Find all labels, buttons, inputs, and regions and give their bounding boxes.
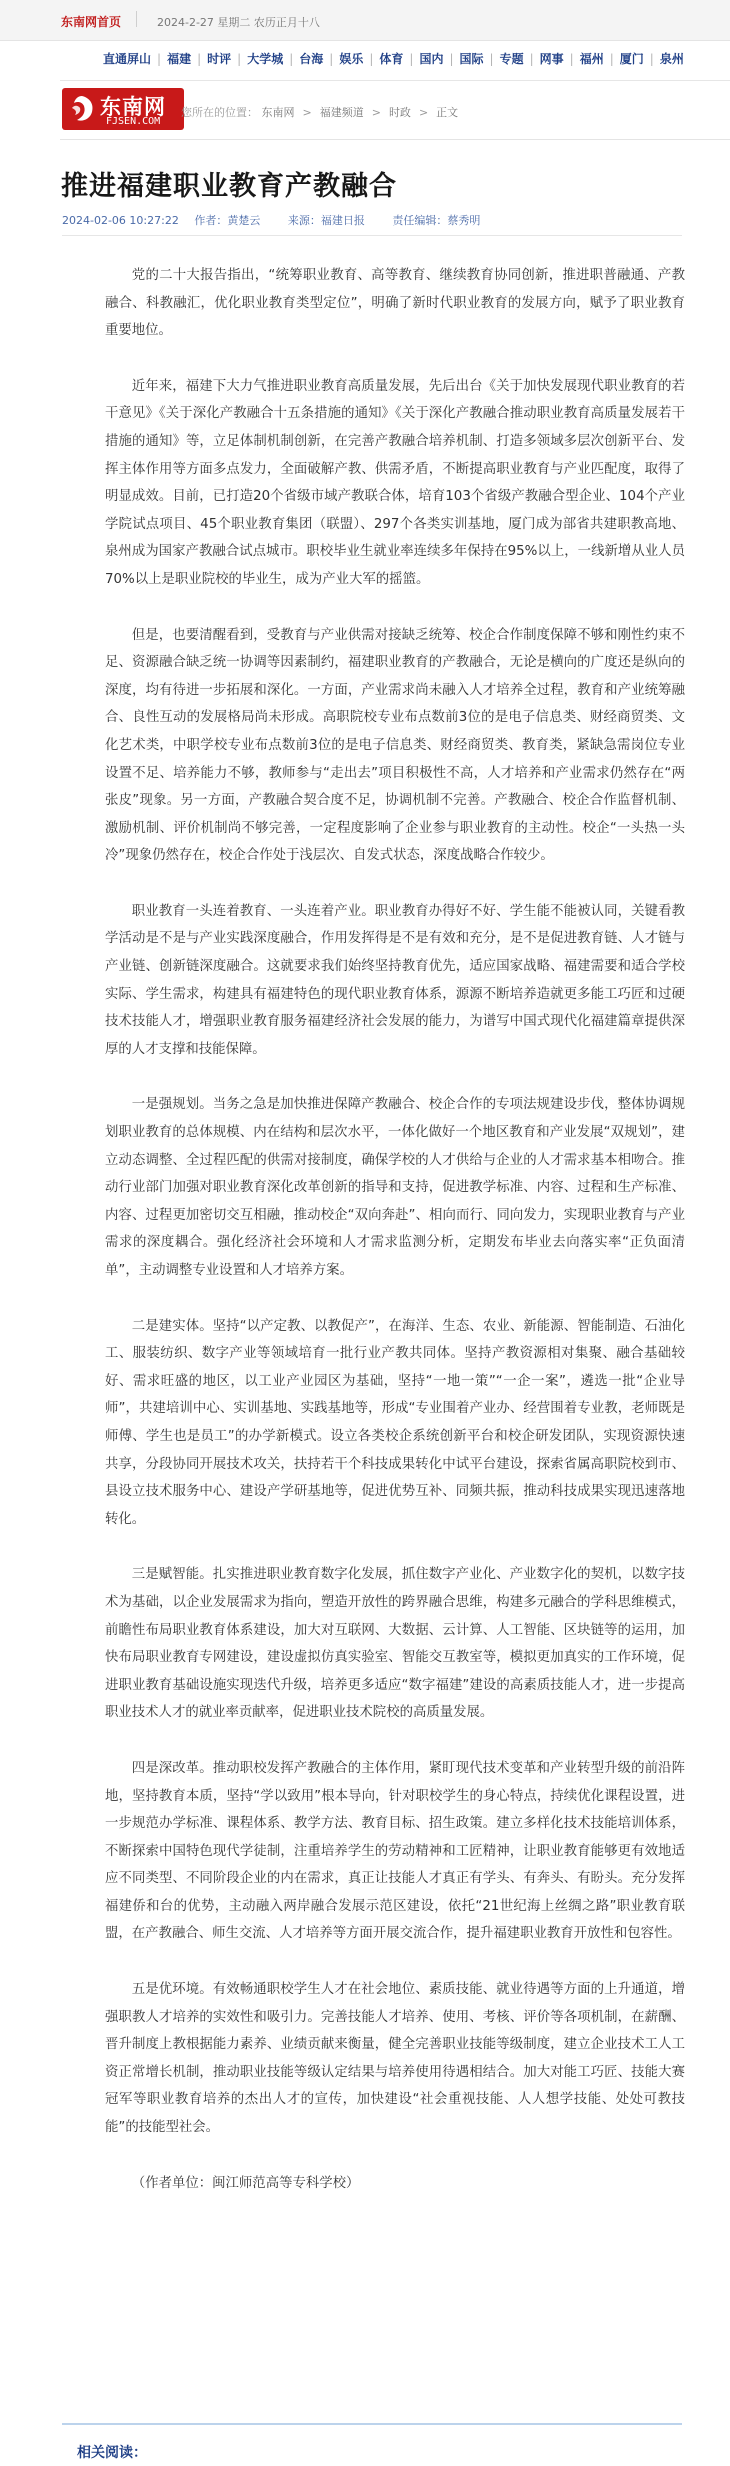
nav-item[interactable]: 体育 <box>379 52 404 66</box>
article-paragraph: 二是建实体。坚持“以产定教、以教促产”，在海洋、生态、农业、新能源、智能制造、石油化工、服装纺织、数字产业等领域培育一批行业产教共同体。坚持产教资源相对集聚、融合基础较好、需求旺盛的地区，以工业产业园区为基础，坚持“一地一策”“一企一案”，遴选一批“企业导师”，共建培训中心、实训基地、实践基地等，形成“专业围着产业办、经营围着专业教，老师既是师傅、学生也是员工”的办学新模式。设立各类校企系统创新平台和校企研发团队，实现资源快速共享，分段协同开展技术攻关，扶持若干个科技成果转化中试平台建设，探索省属高职院校到市、县设立技术服务中心、建设产学研基地等，促进优势互补、同频共振，推动科技成果实现迅速落地转化。 <box>105 1318 685 1527</box>
article-paragraph: 职业教育一头连着教育、一头连着产业。职业教育办得好不好、学生能不能被认同，关键看教学活动是不是与产业实践深度融合，作用发挥得是不是有效和充分，是不是促进教育链、人才链与产业链、创新链深度融合。这就要求我们始终坚持教育优先，适应国家战略、福建需要和适合学校实际、学生需求，构建具有福建特色的现代职业教育体系，源源不断培养造就更多能工巧匠和过硬技术技能人才，增强职业教育服务福建经济社会发展的能力，为谱写中国式现代化福建篇章提供深厚的人才支撑和技能保障。 <box>105 903 685 1057</box>
date-text: 2024-2-27 星期二 农历正月十八 <box>157 16 320 29</box>
nav-divider: | <box>569 52 574 66</box>
editor-label: 责任编辑： <box>392 214 448 227</box>
nav-item[interactable]: 厦门 <box>619 52 644 66</box>
nav-item[interactable]: 台海 <box>299 52 324 66</box>
nav-divider: | <box>649 52 654 66</box>
article-paragraph: 四是深改革。推动职校发挥产教融合的主体作用，紧盯现代技术变革和产业转型升级的前沿阵地，坚持教育本质，坚持“学以致用”根本导向，针对职校学生的身心特点，持续优化课程设置，进一步规范办学标准、课程体系、教学方法、教育目标、招生政策。建立多样化技术技能培训体系，不断探索中国特色现代学徒制，注重培养学生的劳动精神和工匠精神，让职业教育能够更有效地适应不同类型、不同阶段企业的内在需求，真正让技能人才真正有学头、有奔头、有盼头。充分发挥福建侨和台的优势，主动融入两岸融合发展示范区建设，依托“21世纪海上丝绸之路”职业教育联盟，在产教融合、师生交流、人才培养等方面开展交流合作，提升福建职业教育开放性和包容性。 <box>105 1760 685 1942</box>
nav-item[interactable]: 国际 <box>459 52 484 66</box>
nav-item[interactable]: 福建 <box>167 52 192 66</box>
article-paragraph: 一是强规划。当务之急是加快推进保障产教融合、校企合作的专项法规建设步伐，整体协调规划职业教育的总体规模、内在结构和层次水平，一体化做好一个地区教育和产业发展“双规划”，建立动态调整、全过程匹配的供需对接制度，确保学校的人才供给与企业的人才需求基本相吻合。推动行业部门加强对职业教育深化改革创新的指导和支持，促进教学标准、内容、过程和生产标准、内容、过程更加密切交互相融，推动校企“双向奔赴”、相向而行、同向发力，实现职业教育与产业需求的深度耦合。强化经济社会环境和人才需求监测分析，定期发布毕业去向落实率“正负面清单”，主动调整专业设置和人才培养方案。 <box>105 1097 685 1278</box>
nav-item[interactable]: 福州 <box>579 52 604 66</box>
nav-divider: | <box>197 52 202 66</box>
divider <box>60 139 730 140</box>
divider <box>62 2423 682 2425</box>
nav-item[interactable]: 娱乐 <box>339 52 364 66</box>
author-label: 作者： <box>194 214 228 227</box>
logo-name: 东南网 <box>100 95 166 119</box>
article-paragraph: 党的二十大报告指出，“统筹职业教育、高等教育、继续教育协同创新，推进职普融通、产教融合、科教融汇，优化职业教育类型定位”，明确了新时代职业教育的发展方向，赋予了职业教育重要地位。 <box>105 268 685 339</box>
publish-datetime: 2024-02-06 10:27:22 <box>62 214 179 227</box>
author-name: 黄楚云 <box>227 214 261 227</box>
related-reading-title: 相关阅读： <box>77 2445 147 2461</box>
breadcrumb-separator: > <box>302 106 312 119</box>
nav-item[interactable]: 时评 <box>207 52 232 66</box>
breadcrumb-item[interactable]: 时政 <box>388 106 411 119</box>
article-paragraph: 三是赋智能。扎实推进职业教育数字化发展，抓住数字产业化、产业数字化的契机，以数字技术为基础，以企业发展需求为指向，塑造开放性的跨界融合思维，构建多元融合的学科思维模式，前瞻性布局职业教育体系建设，加大对互联网、大数据、云计算、人工智能、区块链等的运用，加快布局职业教育专网建设，建设虚拟仿真实验室、智能交互教室等，模拟更加真实的工作环境，促进职业教育基础设施实现迭代升级，培养更多适应“数字福建”建设的高素质技能人才，进一步提高职业技术人才的就业率贡献率，促进职业技术院校的高质量发展。 <box>105 1567 685 1721</box>
nav-item[interactable]: 大学城 <box>247 52 284 66</box>
nav-divider: | <box>237 52 242 66</box>
breadcrumb <box>181 104 458 120</box>
breadcrumb-item[interactable]: 东南网 <box>261 106 295 119</box>
breadcrumb-item: 正文 <box>436 106 459 119</box>
nav-divider: | <box>529 52 534 66</box>
breadcrumb-separator: > <box>418 106 429 119</box>
article-paragraph: 近年来，福建下大力气推进职业教育高质量发展，先后出台《关于加快发展现代职业教育的若干意见》《关于深化产教融合十五条措施的通知》《关于深化产教融合推动职业教育高质量发展若干措施的通知》等，立足体制机制创新，在完善产教融合培养机制、打造多领域多层次创新平台、发挥主体作用等方面多点发力，全面破解产教、供需矛盾，不断提高职业教育与产业匹配度，取得了明显成效。目前，已打造20个省级市域产教联合体，培育103个省级产教融合型企业、104个产业学院试点项目、45个职业教育集团（联盟）、297个各类实训基地，厦门成为部省共建职教高地、泉州成为国家产教融合试点城市。职校毕业生就业率连续多年保持在95%以上，一线新增从业人员70%以上是职业院校的毕业生，成为产业大军的摇篮。 <box>105 378 685 587</box>
logo-url: FJSEN.COM <box>106 116 161 127</box>
article-body <box>105 262 685 2225</box>
site-logo[interactable] <box>62 88 184 130</box>
breadcrumb-item[interactable]: 福建频道 <box>319 106 364 119</box>
nav-divider: | <box>409 52 414 66</box>
channel-nav <box>103 50 684 67</box>
top-bar <box>0 0 730 41</box>
nav-divider: | <box>489 52 494 66</box>
article-title: 推进福建职业教育产教融合 <box>61 171 397 202</box>
divider <box>60 80 730 81</box>
breadcrumb-separator: > <box>371 106 381 119</box>
nav-divider: | <box>289 52 294 66</box>
nav-item[interactable]: 直通屏山 <box>103 52 152 66</box>
nav-divider: | <box>329 52 334 66</box>
nav-item[interactable]: 国内 <box>419 52 444 66</box>
breadcrumb-prefix: 您所在的位置： <box>181 106 258 119</box>
nav-divider: | <box>157 52 162 66</box>
article-paragraph: 但是，也要清醒看到，受教育与产业供需对接缺乏统筹、校企合作制度保障不够和刚性约束不足、资源融合缺乏统一协调等因素制约，福建职业教育的产教融合，无论是横向的广度还是纵向的深度，均有待进一步拓展和深化。一方面，产业需求尚未融入人才培养全过程，教育和产业统筹融合、良性互动的发展格局尚未形成。高职院校专业布点数前3位的是电子信息类、财经商贸类、文化艺术类，中职学校专业布点数前3位的是电子信息类、财经商贸类、教育类，紧缺急需岗位专业设置不足、培养能力不够，教师参与“走出去”项目积极性不高，人才培养和产业需求仍然存在“两张皮”现象。另一方面，产教融合契合度不足，协调机制不完善。产教融合、校企合作监督机制、激励机制、评价机制尚不够完善，一定程度影响了企业参与职业教育的主动性。校企“一头热一头冷”现象仍然存在，校企合作处于浅层次、自发式状态，深度战略合作较少。 <box>105 627 685 864</box>
article-meta <box>62 212 504 228</box>
article-paragraph: 五是优环境。有效畅通职校学生人才在社会地位、素质技能、就业待遇等方面的上升通道，增强职教人才培养的实效性和吸引力。完善技能人才培养、使用、考核、评价等各项机制，在薪酬、晋升制度上教根据能力素养、业绩贡献来衡量，健全完善职业技能等级制度，建立企业技术工人工资正常增长机制，推动职业技能等级认定结果与培养使用待遇相结合。加大对能工巧匠、技能大赛冠军等职业教育培养的杰出人才的宣传，加快建设“社会重视技能、人人想学技能、处处可教技能”的技能型社会。 <box>105 1982 685 2136</box>
nav-item[interactable]: 专题 <box>499 52 524 66</box>
homepage-link[interactable]: 东南网首页 <box>61 15 122 29</box>
source-label: 来源： <box>287 214 321 227</box>
logo-mark-icon <box>68 94 96 124</box>
nav-divider: | <box>449 52 454 66</box>
article-paragraph: （作者单位：闽江师范高等专科学校） <box>131 2175 360 2191</box>
source-name: 福建日报 <box>320 214 365 227</box>
divider <box>136 11 137 27</box>
divider <box>62 235 682 236</box>
nav-item[interactable]: 泉州 <box>659 52 684 66</box>
editor-name: 蔡秀明 <box>447 214 481 227</box>
nav-item[interactable]: 网事 <box>539 52 564 66</box>
nav-divider: | <box>609 52 614 66</box>
nav-divider: | <box>369 52 374 66</box>
